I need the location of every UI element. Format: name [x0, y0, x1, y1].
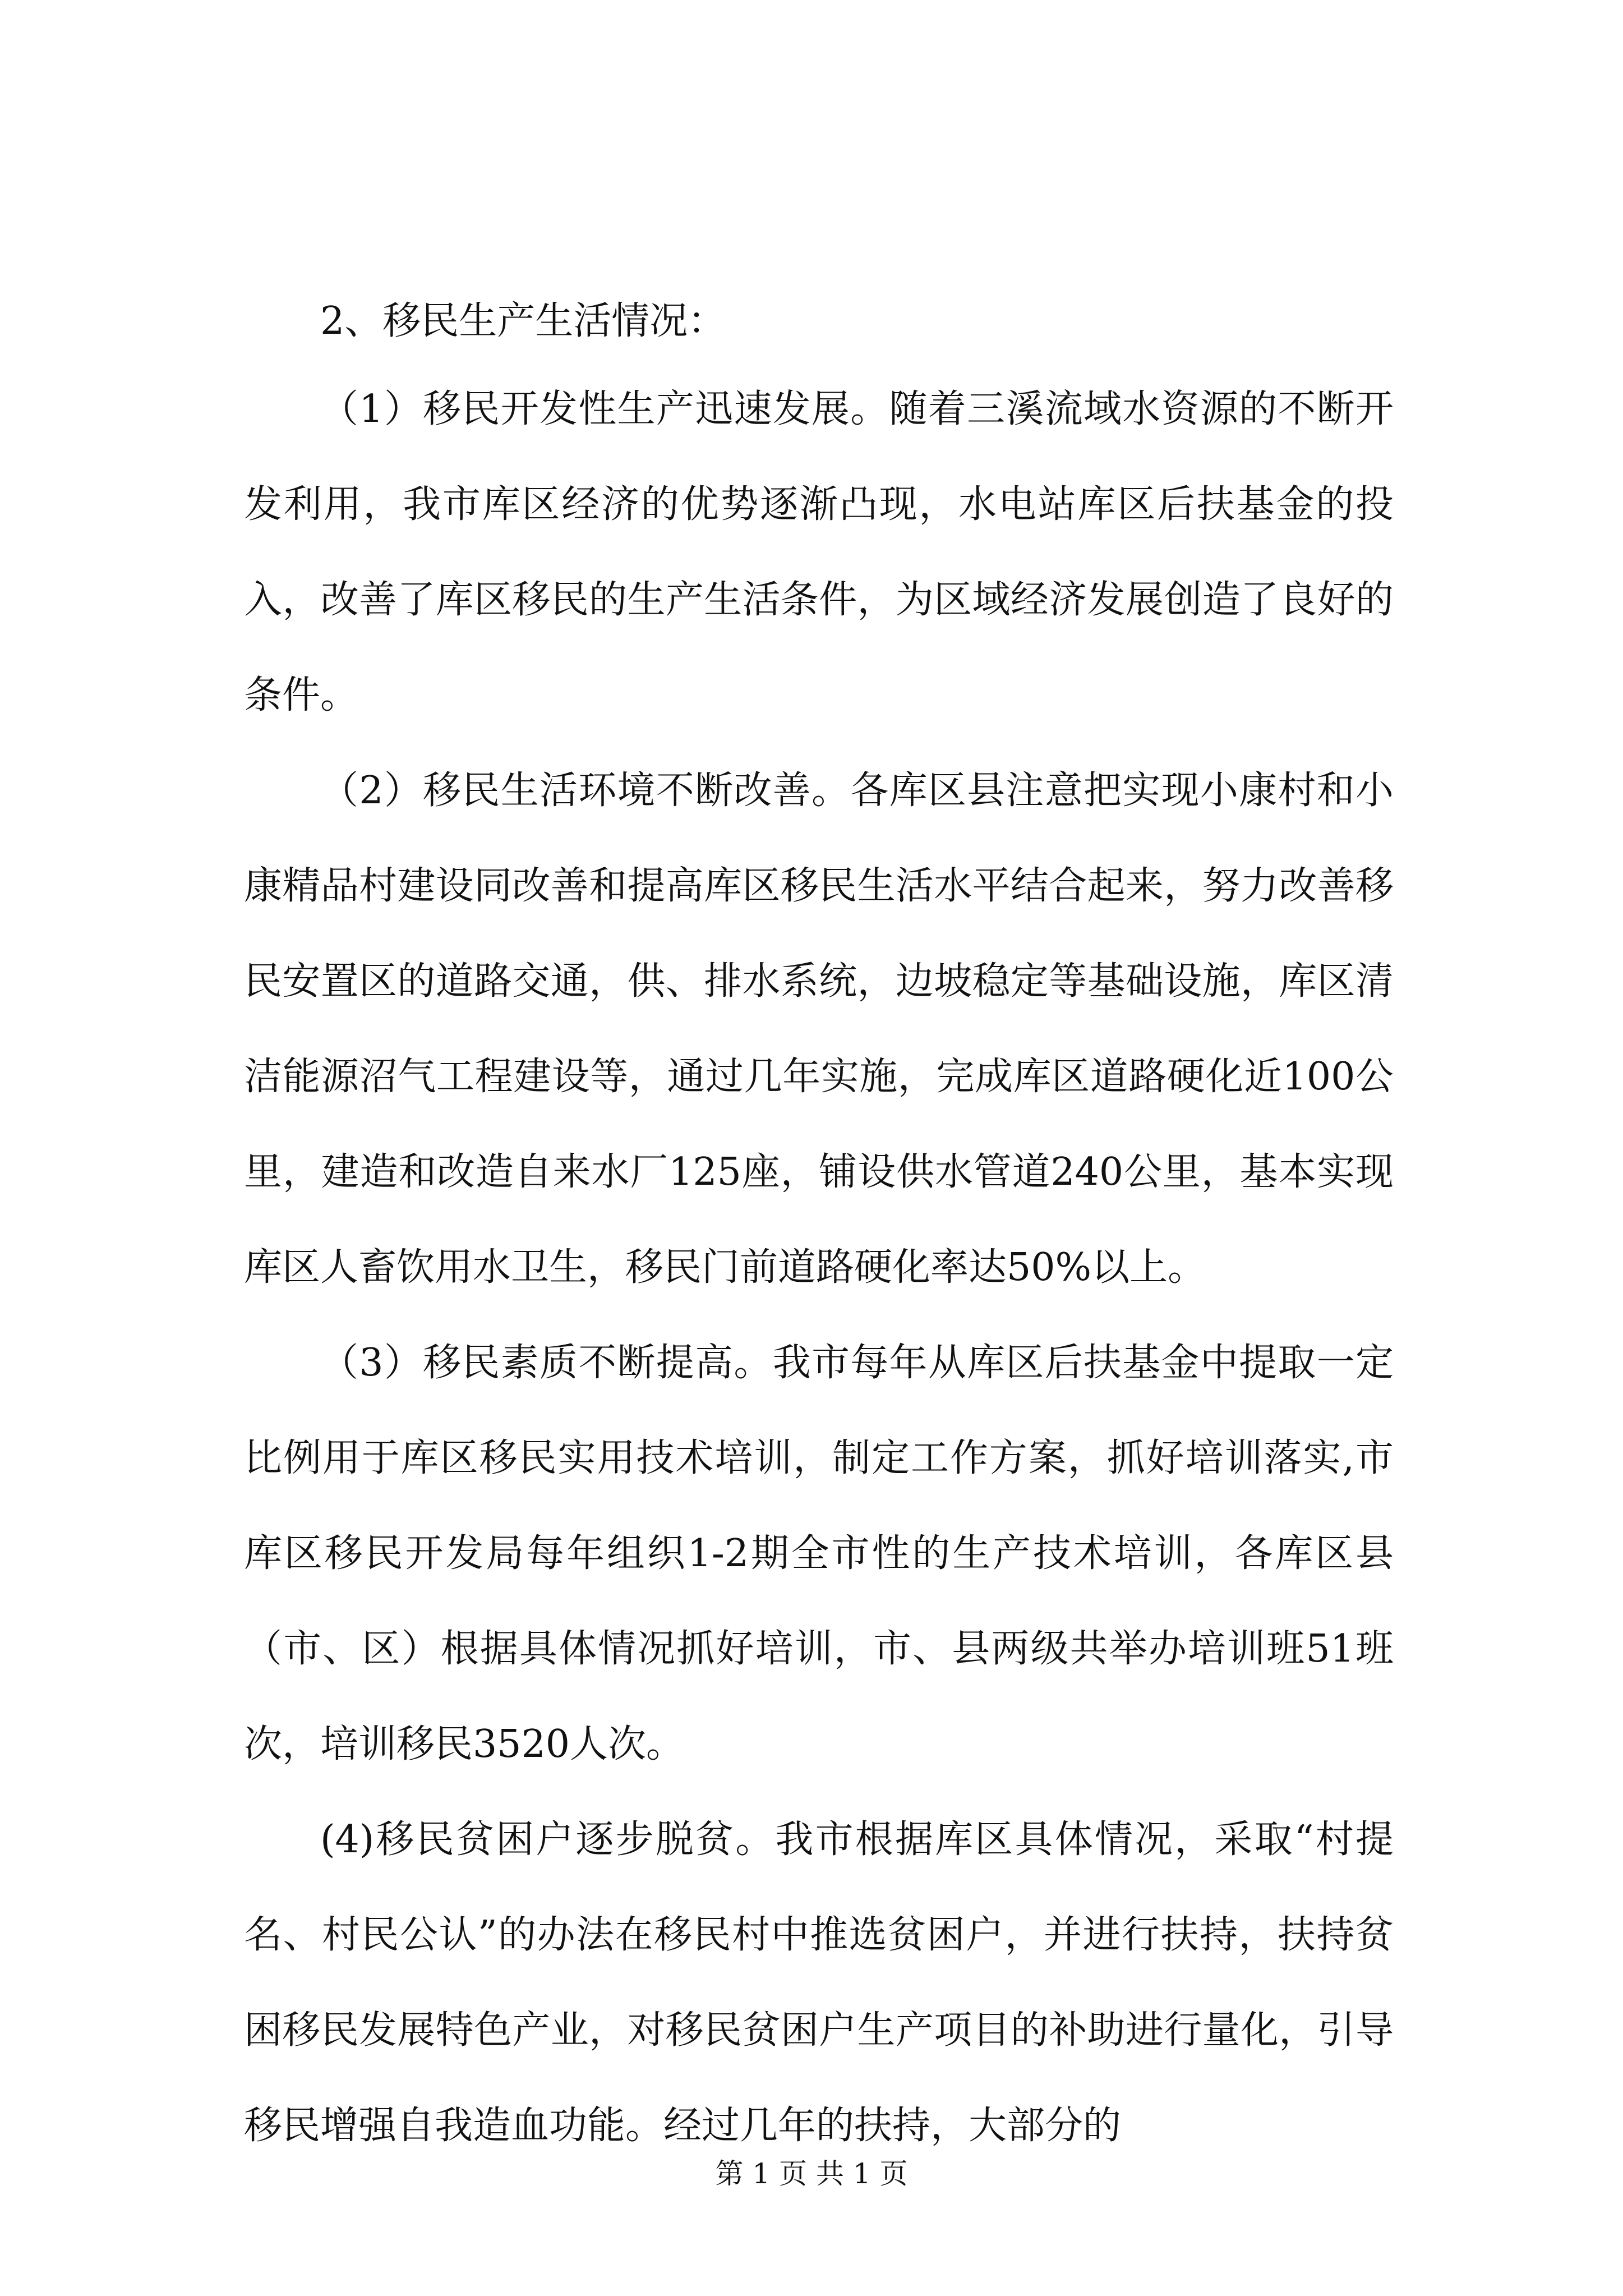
paragraph-3: （3）移民素质不断提高。我市每年从库区后扶基金中提取一定比例用于库区移民实用技术培训，制定工作方案，抓好培训落实,市库区移民开发局每年组织1-2期全市性的生产技术培训，各库区县（市、区）根据具体情况抓好培训，市、县两级共举办培训班51班次，培训移民3520人次。 — [244, 1341, 1394, 1766]
section-heading: 2、移民生产生活情况： — [320, 299, 726, 343]
paragraph-4: (4)移民贫困户逐步脱贫。我市根据库区具体情况，采取“村提名、村民公认”的办法在移民村中推选贫困户，并进行扶持，扶持贫困移民发展特色产业，对移民贫困户生产项目的补助进行量化，引导移民增强自我造血功能。经过几年的扶持，大部分的 — [244, 1818, 1394, 2148]
paragraph-1: （1）移民开发性生产迅速发展。随着三溪流域水资源的不断开发利用，我市库区经济的优势逐渐凸现，水电站库区后扶基金的投入，改善了库区移民的生产生活条件，为区域经济发展创造了良好的条件。 — [244, 387, 1394, 717]
document-body — [244, 297, 1394, 2174]
paragraph-2: （2）移民生活环境不断改善。各库区县注意把实现小康村和小康精品村建设同改善和提高库区移民生活水平结合起来，努力改善移民安置区的道路交通，供、排水系统，边坡稳定等基础设施，库区清洁能源沼气工程建设等，通过几年实施，完成库区道路硬化近100公里，建造和改造自来水厂125座，铺设供水管道240公里，基本实现库区人畜饮用水卫生，移民门前道路硬化率达50%以上。 — [244, 769, 1394, 1290]
page-footer: 第 1 页 共 1 页 — [715, 2157, 908, 2190]
